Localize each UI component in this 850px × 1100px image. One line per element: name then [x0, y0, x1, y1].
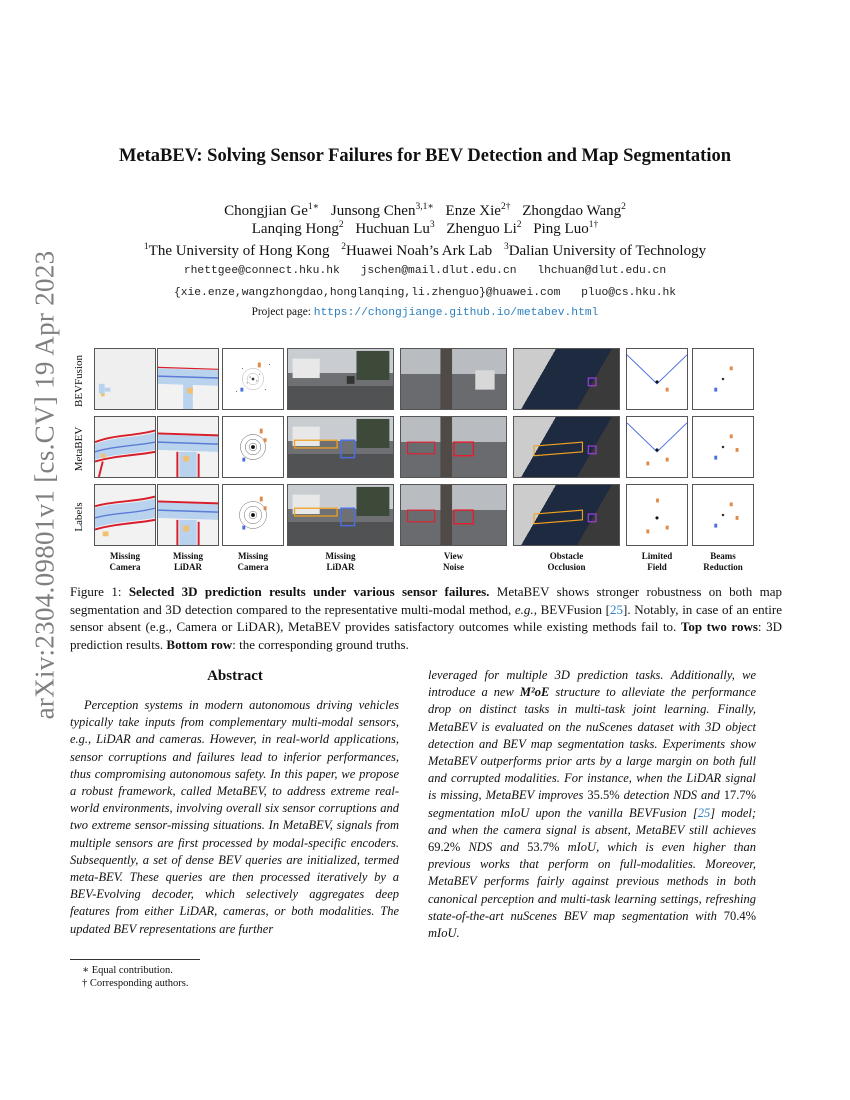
- author: Lanqing Hong$^2$: [251, 220, 344, 237]
- emails-line-1: [40, 265, 810, 277]
- lidar-pointcloud-tile: [626, 484, 688, 546]
- email: {xie.enze,wangzhongdao,honglanqing,li.zhenguo}@huawei.com: [173, 287, 561, 299]
- bev-map-tile: [94, 484, 156, 546]
- author: Enze Xie$^{2\dagger}$: [445, 202, 511, 219]
- affiliation: $^2$Huawei Noah’s Ark Lab: [341, 242, 493, 259]
- lidar-pointcloud-tile: [626, 348, 688, 410]
- affiliations: [40, 242, 810, 260]
- author: Huchuan Lu$^3$: [355, 220, 435, 237]
- footnote: ∗ Equal contribution.: [82, 965, 173, 976]
- authors-line-1: [60, 201, 790, 220]
- lidar-pointcloud-tile: [222, 484, 284, 546]
- bev-map-tile: [157, 484, 219, 546]
- email: pluo@cs.hku.hk: [581, 287, 677, 299]
- figure-caption: Figure 1: Selected 3D prediction results under various sensor failures. MetaBEV shows stronger robustness on both map segmentation and 3D detection compared to the representative multi-modal method, e.g., BEVFusion [25]. Notably, in case of an entire sensor absent (e.g., Camera or LiDAR), MetaBEV provides satisfactory outcomes while existing methods fail to. Top two rows: 3D prediction results. Bottom row: the corresponding ground truths.: [70, 584, 783, 652]
- email: rhettgee@connect.hku.hk: [183, 265, 340, 277]
- column-label: View Noise: [443, 551, 464, 572]
- camera-image-tile: [513, 348, 620, 410]
- emails-line-2: [40, 287, 810, 299]
- abstract-heading: Abstract: [207, 668, 263, 684]
- camera-image-tile: [400, 416, 507, 478]
- arxiv-stamp: [20, 250, 70, 720]
- camera-image-tile: [287, 348, 394, 410]
- footnote-divider: [70, 959, 200, 960]
- affiliation: $^3$Dalian University of Technology: [503, 242, 707, 259]
- citation-link[interactable]: 25: [610, 601, 623, 617]
- column-label: Missing LiDAR: [172, 551, 203, 572]
- authors-line-2: [60, 220, 790, 238]
- row-label: Labels: [73, 502, 85, 532]
- author: Zhenguo Li$^2$: [446, 220, 522, 237]
- camera-image-tile: [400, 348, 507, 410]
- bev-map-tile: [94, 416, 156, 478]
- camera-image-tile: [287, 484, 394, 546]
- abstract-right-column: leveraged for multiple 3D prediction tasks. Additionally, we introduce a new M²oE structure to alleviate the performance drop on distinct tasks in multi-task joint learning. Finally, MetaBEV is evaluated on the nuScenes dataset with 3D object detection and BEV map segmentation tasks. Experiments show MetaBEV outperforms prior arts by a large margin on both full and corrupted modalities. For instance, when the LiDAR signal is missing, MetaBEV improves 35.5% detection NDS and 17.7% segmentation mIoU upon the vanilla BEVFusion [25] model; and when the camera signal is absent, MetaBEV still achieves 69.2% NDS and 53.7% mIoU, which is even higher than previous works that perform on full-modalities. Moreover, MetaBEV performs fairly against previous methods in both canonical perception and multi-task learning settings, refreshing state-of-the-art nuScenes BEV map segmentation with 70.4% mIoU.: [428, 668, 757, 941]
- bev-map-tile: [157, 348, 219, 410]
- citation-link[interactable]: 25: [697, 805, 711, 820]
- author: Zhongdao Wang$^2$: [522, 202, 626, 219]
- project-label: Project page:: [251, 306, 311, 318]
- bev-map-tile: [157, 416, 219, 478]
- camera-image-tile: [400, 484, 507, 546]
- footnote: † Corresponding authors.: [82, 978, 189, 989]
- paper-title: MetaBEV: Solving Sensor Failures for BEV Detection and Map Segmentation: [118, 146, 732, 166]
- bev-map-tile: [94, 348, 156, 410]
- column-label: Beams Reduction: [703, 551, 743, 572]
- lidar-pointcloud-tile: [626, 416, 688, 478]
- column-label: Limited Field: [641, 551, 673, 572]
- camera-image-tile: [513, 416, 620, 478]
- column-label: Missing Camera: [109, 551, 141, 572]
- affiliation: $^1$The University of Hong Kong: [143, 242, 330, 259]
- row-label: BEVFusion: [73, 355, 85, 407]
- author: Junsong Chen$^{3,1∗}$: [330, 202, 434, 219]
- arxiv-stamp-text: arXiv:2304.09801v1 [cs.CV] 19 Apr 2023: [29, 250, 60, 720]
- column-label: Missing LiDAR: [325, 551, 356, 572]
- camera-image-tile: [287, 416, 394, 478]
- project-page: [40, 306, 810, 319]
- column-label: Obstacle Occlusion: [547, 551, 586, 572]
- email: jschen@mail.dlut.edu.cn: [360, 265, 517, 277]
- project-link[interactable]: https://chongjiange.github.io/metabev.html: [313, 307, 599, 319]
- author: Chongjian $Ge^{1∗}$: [224, 202, 320, 219]
- column-label: Missing Camera: [237, 551, 269, 572]
- lidar-pointcloud-tile: [222, 348, 284, 410]
- lidar-pointcloud-tile: [692, 416, 754, 478]
- author: Ping Luo$^{1\dagger}$: [533, 220, 599, 237]
- lidar-pointcloud-tile: [692, 348, 754, 410]
- figure-1: [70, 345, 760, 580]
- abstract-left-column: Perception systems in modern autonomous driving vehicles typically take inputs from complementary multi-modal sensors, e.g., LiDAR and cameras. However, in real-world applications, sensor corruptions and failures lead to inferior performances, thus compromising autonomous safety. In this paper, we propose a robust framework, called MetaBEV, to address extreme real-world environments, involving overall six sensor corruptions and two extreme sensor-missing situations. In MetaBEV, signals from multiple sensors are first processed by modal-specific encoders. Subsequently, a set of dense BEV queries are initialized, termed meta-BEV. These queries are then processed iteratively by a BEV-Evolving decoder, which selectively aggregates deep features from either LiDAR, cameras, or both modalities. The updated BEV representations are further: [70, 698, 399, 936]
- email: lhchuan@dlut.edu.cn: [537, 265, 667, 277]
- lidar-pointcloud-tile: [692, 484, 754, 546]
- row-label: MetaBEV: [73, 426, 85, 472]
- lidar-pointcloud-tile: [222, 416, 284, 478]
- camera-image-tile: [513, 484, 620, 546]
